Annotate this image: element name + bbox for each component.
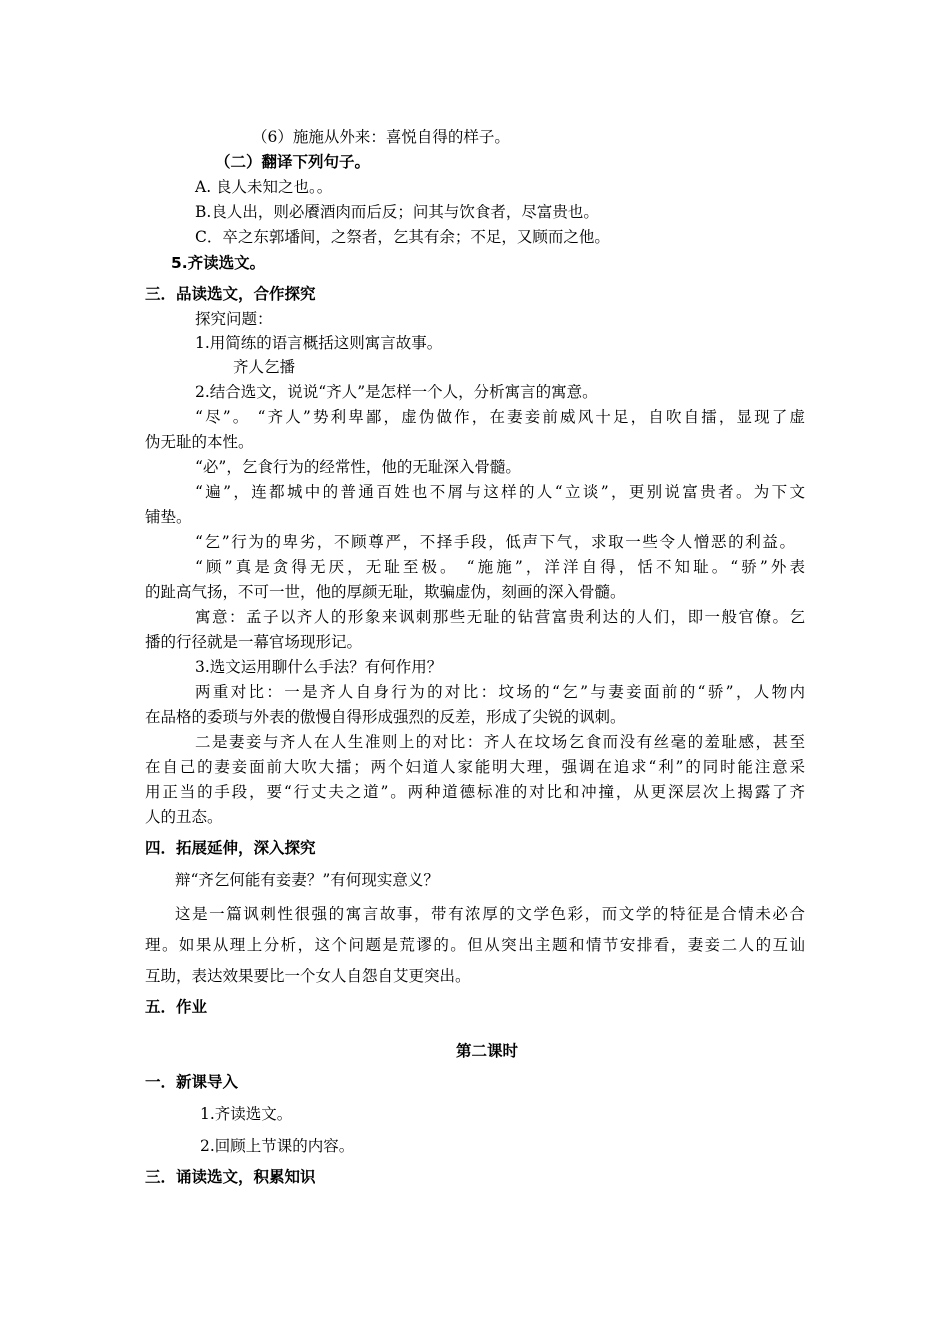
text-line: 在品格的委琐与外表的傲慢自得形成强烈的反差，形成了尖锐的讽刺。: [145, 708, 626, 726]
section-heading: 一．新课导入: [145, 1073, 239, 1091]
text-line: 辩“齐乞何能有妾妻？”有何现实意义？: [175, 871, 439, 889]
text-line: 这是一篇讽刺性很强的寓言故事，带有浓厚的文学色彩，而文学的特征是合情未必合: [175, 905, 805, 923]
text-line: 探究问题：: [195, 310, 273, 328]
lesson-title: 第二课时: [456, 1042, 519, 1060]
subheading: （二）翻译下列句子。: [215, 153, 371, 171]
text-line: 播的行径就是一幕官场现形记。: [145, 633, 363, 651]
text-line: （6）施施从外来：喜悦自得的样子。: [252, 128, 510, 146]
text-line: 2.回顾上节课的内容。: [200, 1137, 355, 1155]
text-line: 1.用简练的语言概括这则寓言故事。: [195, 334, 443, 352]
text-line: 两重对比：一是齐人自身行为的对比：坟场的“乞”与妻妾面前的“骄”，人物内: [195, 683, 805, 701]
text-line: “顾”真是贪得无厌，无耻至极。 “施施”，洋洋自得，恬不知耻。“骄”外表: [195, 558, 805, 576]
text-line: 齐人乞播: [233, 358, 296, 376]
text-line: “遍”，连都城中的普通百姓也不屑与这样的人“立谈”，更别说富贵者。为下文: [195, 483, 805, 501]
text-line: 人的丑态。: [145, 808, 223, 826]
section-heading: 三．诵读选文，积累知识: [145, 1168, 316, 1186]
text-line: 在自己的妻妾面前大吹大擂；两个妇道人家能明大理，强调在追求“利”的同时能注意采: [145, 758, 805, 776]
text-line: A. 良人未知之也。。: [195, 178, 333, 196]
text-line: 互助，表达效果要比一个女人自怨自艾更突出。: [145, 967, 471, 985]
text-line: 寓意：孟子以齐人的形象来讽刺那些无耻的钻营富贵利达的人们，即一般官僚。乞: [195, 608, 805, 626]
text-line: 2.结合选文，说说“齐人”是怎样一个人，分析寓言的寓意。: [195, 383, 598, 401]
text-line: 二是妻妾与齐人在人生准则上的对比：齐人在坟场乞食而没有丝毫的羞耻感，甚至: [195, 733, 805, 751]
text-line: “尽”。 “齐人”势利卑鄙，虚伪做作，在妻妾前威风十足，自吹自擂，显现了虚: [195, 408, 805, 426]
text-line: C．卒之东郭墦间，之祭者，乞其有余；不足，又顾而之他。: [195, 228, 610, 246]
text-line: 伪无耻的本性。: [145, 433, 254, 451]
text-line: 3.选文运用聊什么手法？有何作用？: [195, 658, 443, 676]
subheading: 5.齐读选文。: [171, 254, 266, 272]
text-line: 铺垫。: [145, 508, 192, 526]
section-heading: 四．拓展延伸，深入探究: [145, 839, 316, 857]
text-line: 的趾高气扬，不可一世，他的厚颜无耻，欺骗虚伪，刻画的深入骨髓。: [145, 583, 626, 601]
text-line: 1.齐读选文。: [200, 1105, 293, 1123]
text-line: 用正当的手段，要“行丈夫之道”。两种道德标准的对比和冲撞，从更深层次上揭露了齐: [145, 783, 805, 801]
section-heading: 三．品读选文，合作探究: [145, 285, 316, 303]
text-line: “乞”行为的卑劣，不顾尊严，不择手段，低声下气，求取一些令人憎恶的利益。: [195, 533, 795, 551]
text-line: B.良人出，则必餍酒肉而后反；问其与饮食者，尽富贵也。: [195, 203, 599, 221]
text-line: 理。如果从理上分析，这个问题是荒谬的。但从突出主题和情节安排看，妻妾二人的互讪: [145, 936, 805, 954]
section-heading: 五．作业: [145, 998, 208, 1016]
text-line: “必”，乞食行为的经常性，他的无耻深入骨髓。: [195, 458, 521, 476]
